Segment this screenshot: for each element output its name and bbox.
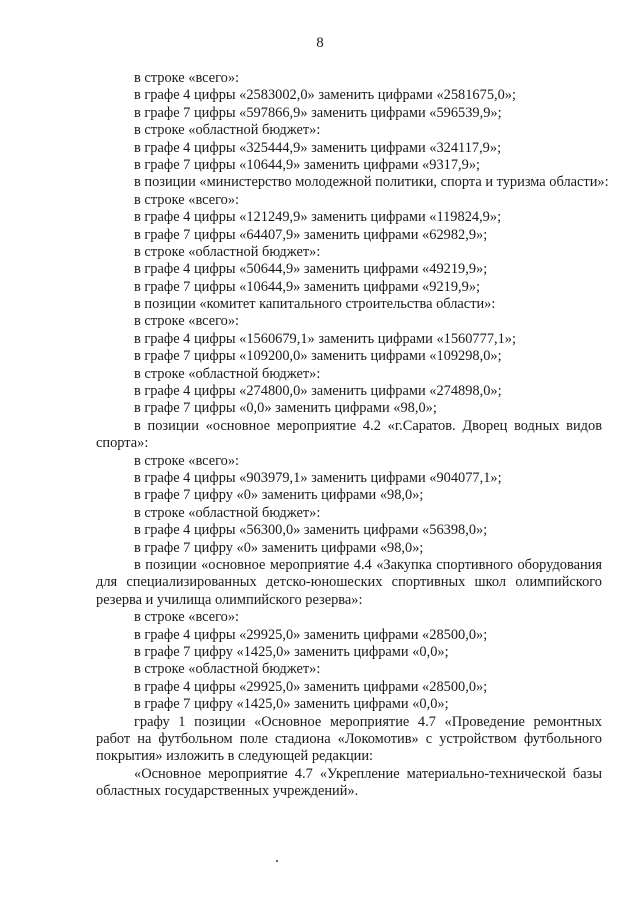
text-line: в строке «областной бюджет»: [134,504,321,521]
text-line: в графе 4 цифры «56300,0» заменить цифрами «56398,0»; [134,522,488,539]
text-line: в графе 4 цифры «903979,1» заменить цифрами «904077,1»; [134,470,502,487]
paragraph: в позиции «основное мероприятие 4.4 «Закупка спортивного оборудования для специализированных детско-юношеских спортивных школ олимпийского резерва и училища олимпийского резерва»: [96,556,602,608]
text-line: в графе 7 цифры «597866,9» заменить цифрами «596539,9»; [134,104,502,121]
paragraph: графу 1 позиции «Основное мероприятие 4.7 «Проведение ремонтных работ на футбольном поле стадиона «Локомотив» с устройством футбольного покрытия» изложить в следующей редакции: [96,713,602,765]
paragraph: «Основное мероприятие 4.7 «Укрепление материально-технической базы областных государственных учреждений». [96,765,602,800]
text-line: в графе 7 цифру «1425,0» заменить цифрами «0,0»; [134,643,449,660]
text-line: в строке «областной бюджет»: [134,243,321,260]
text-line: в строке «всего»: [134,313,240,330]
text-line: в графе 4 цифры «29925,0» заменить цифрами «28500,0»; [134,678,488,695]
text-line: в графе 4 цифры «325444,9» заменить цифрами «324117,9»; [134,139,502,156]
text-line: в графе 7 цифру «1425,0» заменить цифрами «0,0»; [134,696,449,713]
text-line: в строке «областной бюджет»: [134,365,321,382]
text-line: в графе 7 цифры «109200,0» заменить цифрами «109298,0»; [134,348,502,365]
text-line: в графе 7 цифры «64407,9» заменить цифрами «62982,9»; [134,226,488,243]
text-line: в графе 7 цифры «10644,9» заменить цифрами «9219,9»; [134,278,481,295]
text-line: в строке «областной бюджет»: [134,122,321,139]
text-line: в графе 4 цифры «2583002,0» заменить цифрами «2581675,0»; [134,87,516,104]
text-line: в строке «всего»: [134,191,240,208]
text-line: в графе 7 цифру «0» заменить цифрами «98,0»; [134,487,424,504]
text-line: в строке «всего»: [134,70,240,86]
paragraph: в позиции «основное мероприятие 4.2 «г.Саратов. Дворец водных видов спорта»: [96,417,602,452]
text-line: в графе 4 цифры «29925,0» заменить цифрами «28500,0»; [134,626,488,643]
text-line: в строке «всего»: [134,609,240,626]
text-line: в графе 4 цифры «50644,9» заменить цифрами «49219,9»; [134,261,488,278]
text-line: в графе 7 цифры «10644,9» заменить цифрами «9317,9»; [134,156,481,173]
document-body [96,70,609,801]
speck-mark [276,860,278,862]
text-line: в позиции «министерство молодежной политики, спорта и туризма области»: [134,174,609,191]
text-line: в графе 7 цифры «0,0» заменить цифрами «98,0»; [134,400,437,417]
page-number: 8 [316,35,324,51]
text-line: в графе 4 цифры «1560679,1» заменить цифрами «1560777,1»; [134,330,516,347]
text-line: в графе 4 цифры «274800,0» заменить цифрами «274898,0»; [134,383,502,400]
text-line: в графе 4 цифры «121249,9» заменить цифрами «119824,9»; [134,209,502,226]
text-line: в строке «всего»: [134,452,240,469]
text-line: в позиции «комитет капитального строительства области»: [134,296,496,313]
text-line: в строке «областной бюджет»: [134,661,321,678]
text-line: в графе 7 цифру «0» заменить цифрами «98,0»; [134,539,424,556]
